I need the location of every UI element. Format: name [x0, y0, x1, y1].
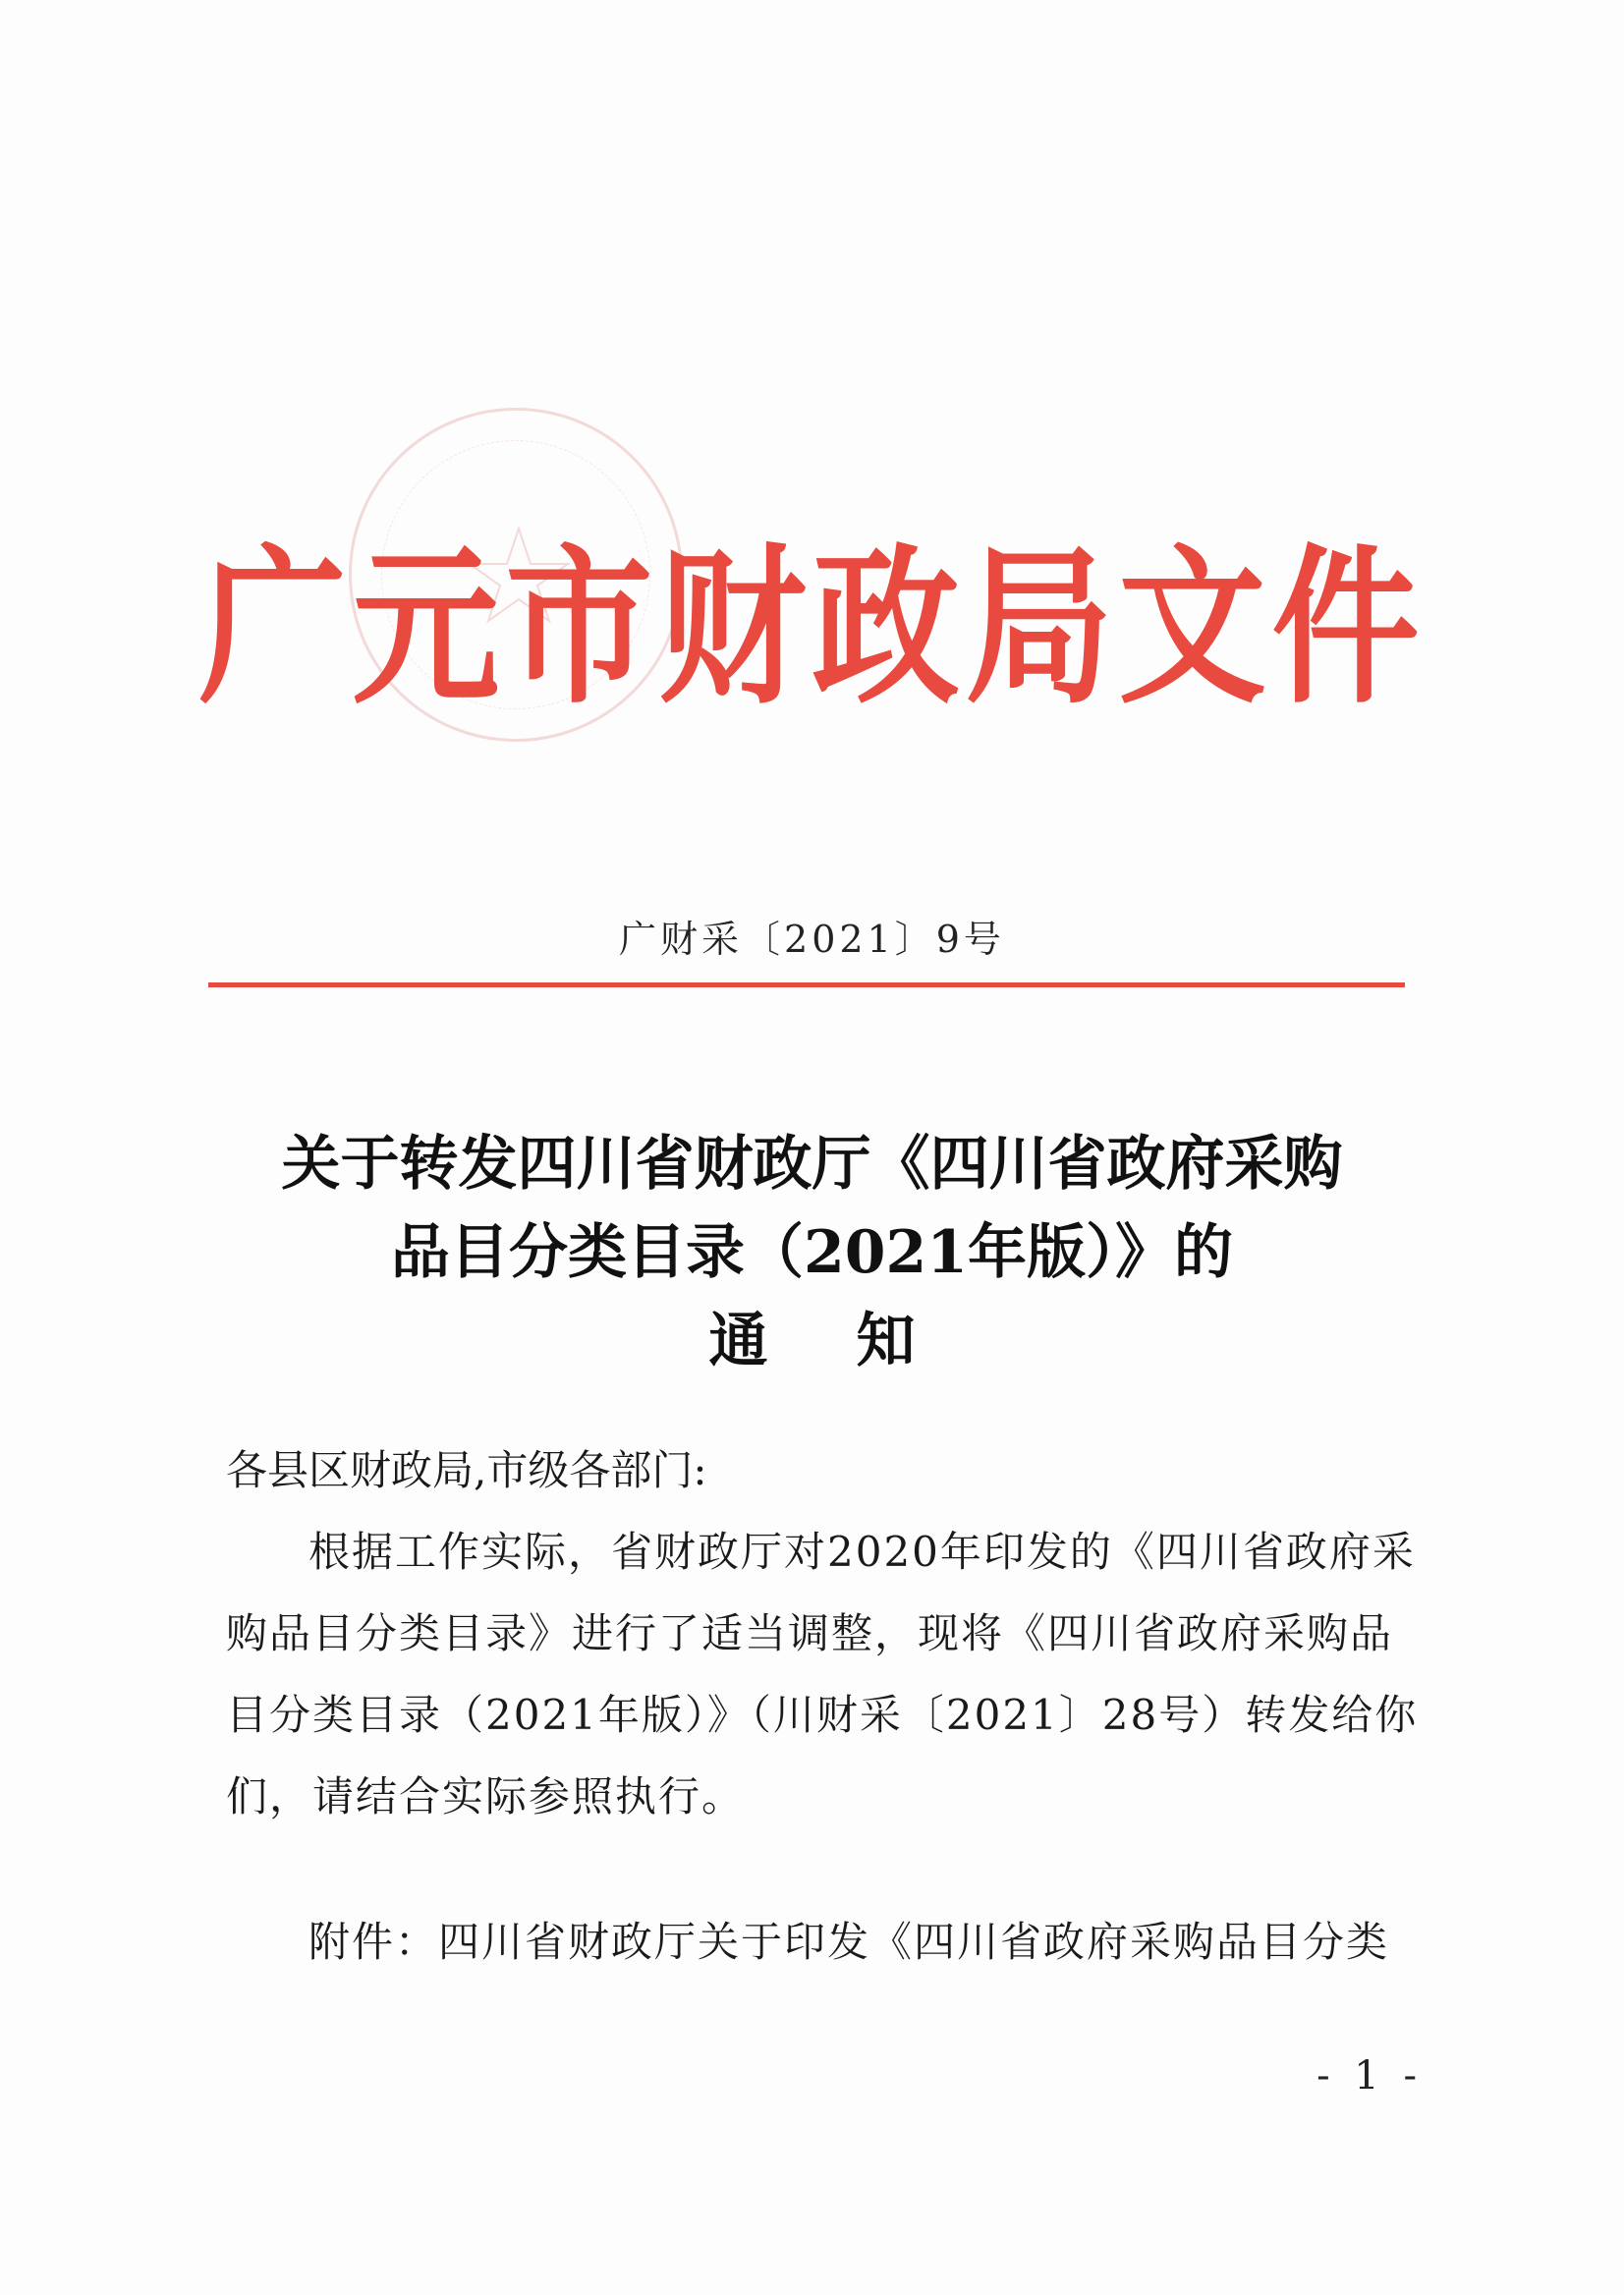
- salutation: 各县区财政局,市级各部门:: [226, 1446, 707, 1494]
- title-line-1: 关于转发四川省财政厅《四川省政府采购: [281, 1130, 1343, 1199]
- document-number: 广财采〔2021〕9号: [619, 918, 1005, 961]
- title-line-2: 品目分类目录（2021年版）》的: [391, 1218, 1233, 1287]
- title-line-3: 通知: [708, 1307, 1004, 1375]
- attachment-line: 附件：四川省财政厅关于印发《四川省政府采购品目分类: [308, 1918, 1390, 1966]
- page-number: - 1 -: [1316, 2053, 1423, 2099]
- red-separator-line: [208, 982, 1405, 987]
- body-paragraph: 根据工作实际，省财政厅对2020年印发的《四川省政府采购品目分类目录》进行了适当调整，现将《四川省政府采购品目分类目录（2021年版）》（川财采〔2021〕28号）转发给你们，请结合实际参照执行。: [226, 1528, 1419, 1820]
- issuer-masthead: 广元市财政局文件: [198, 530, 1426, 728]
- document-title: [0, 1120, 1624, 1385]
